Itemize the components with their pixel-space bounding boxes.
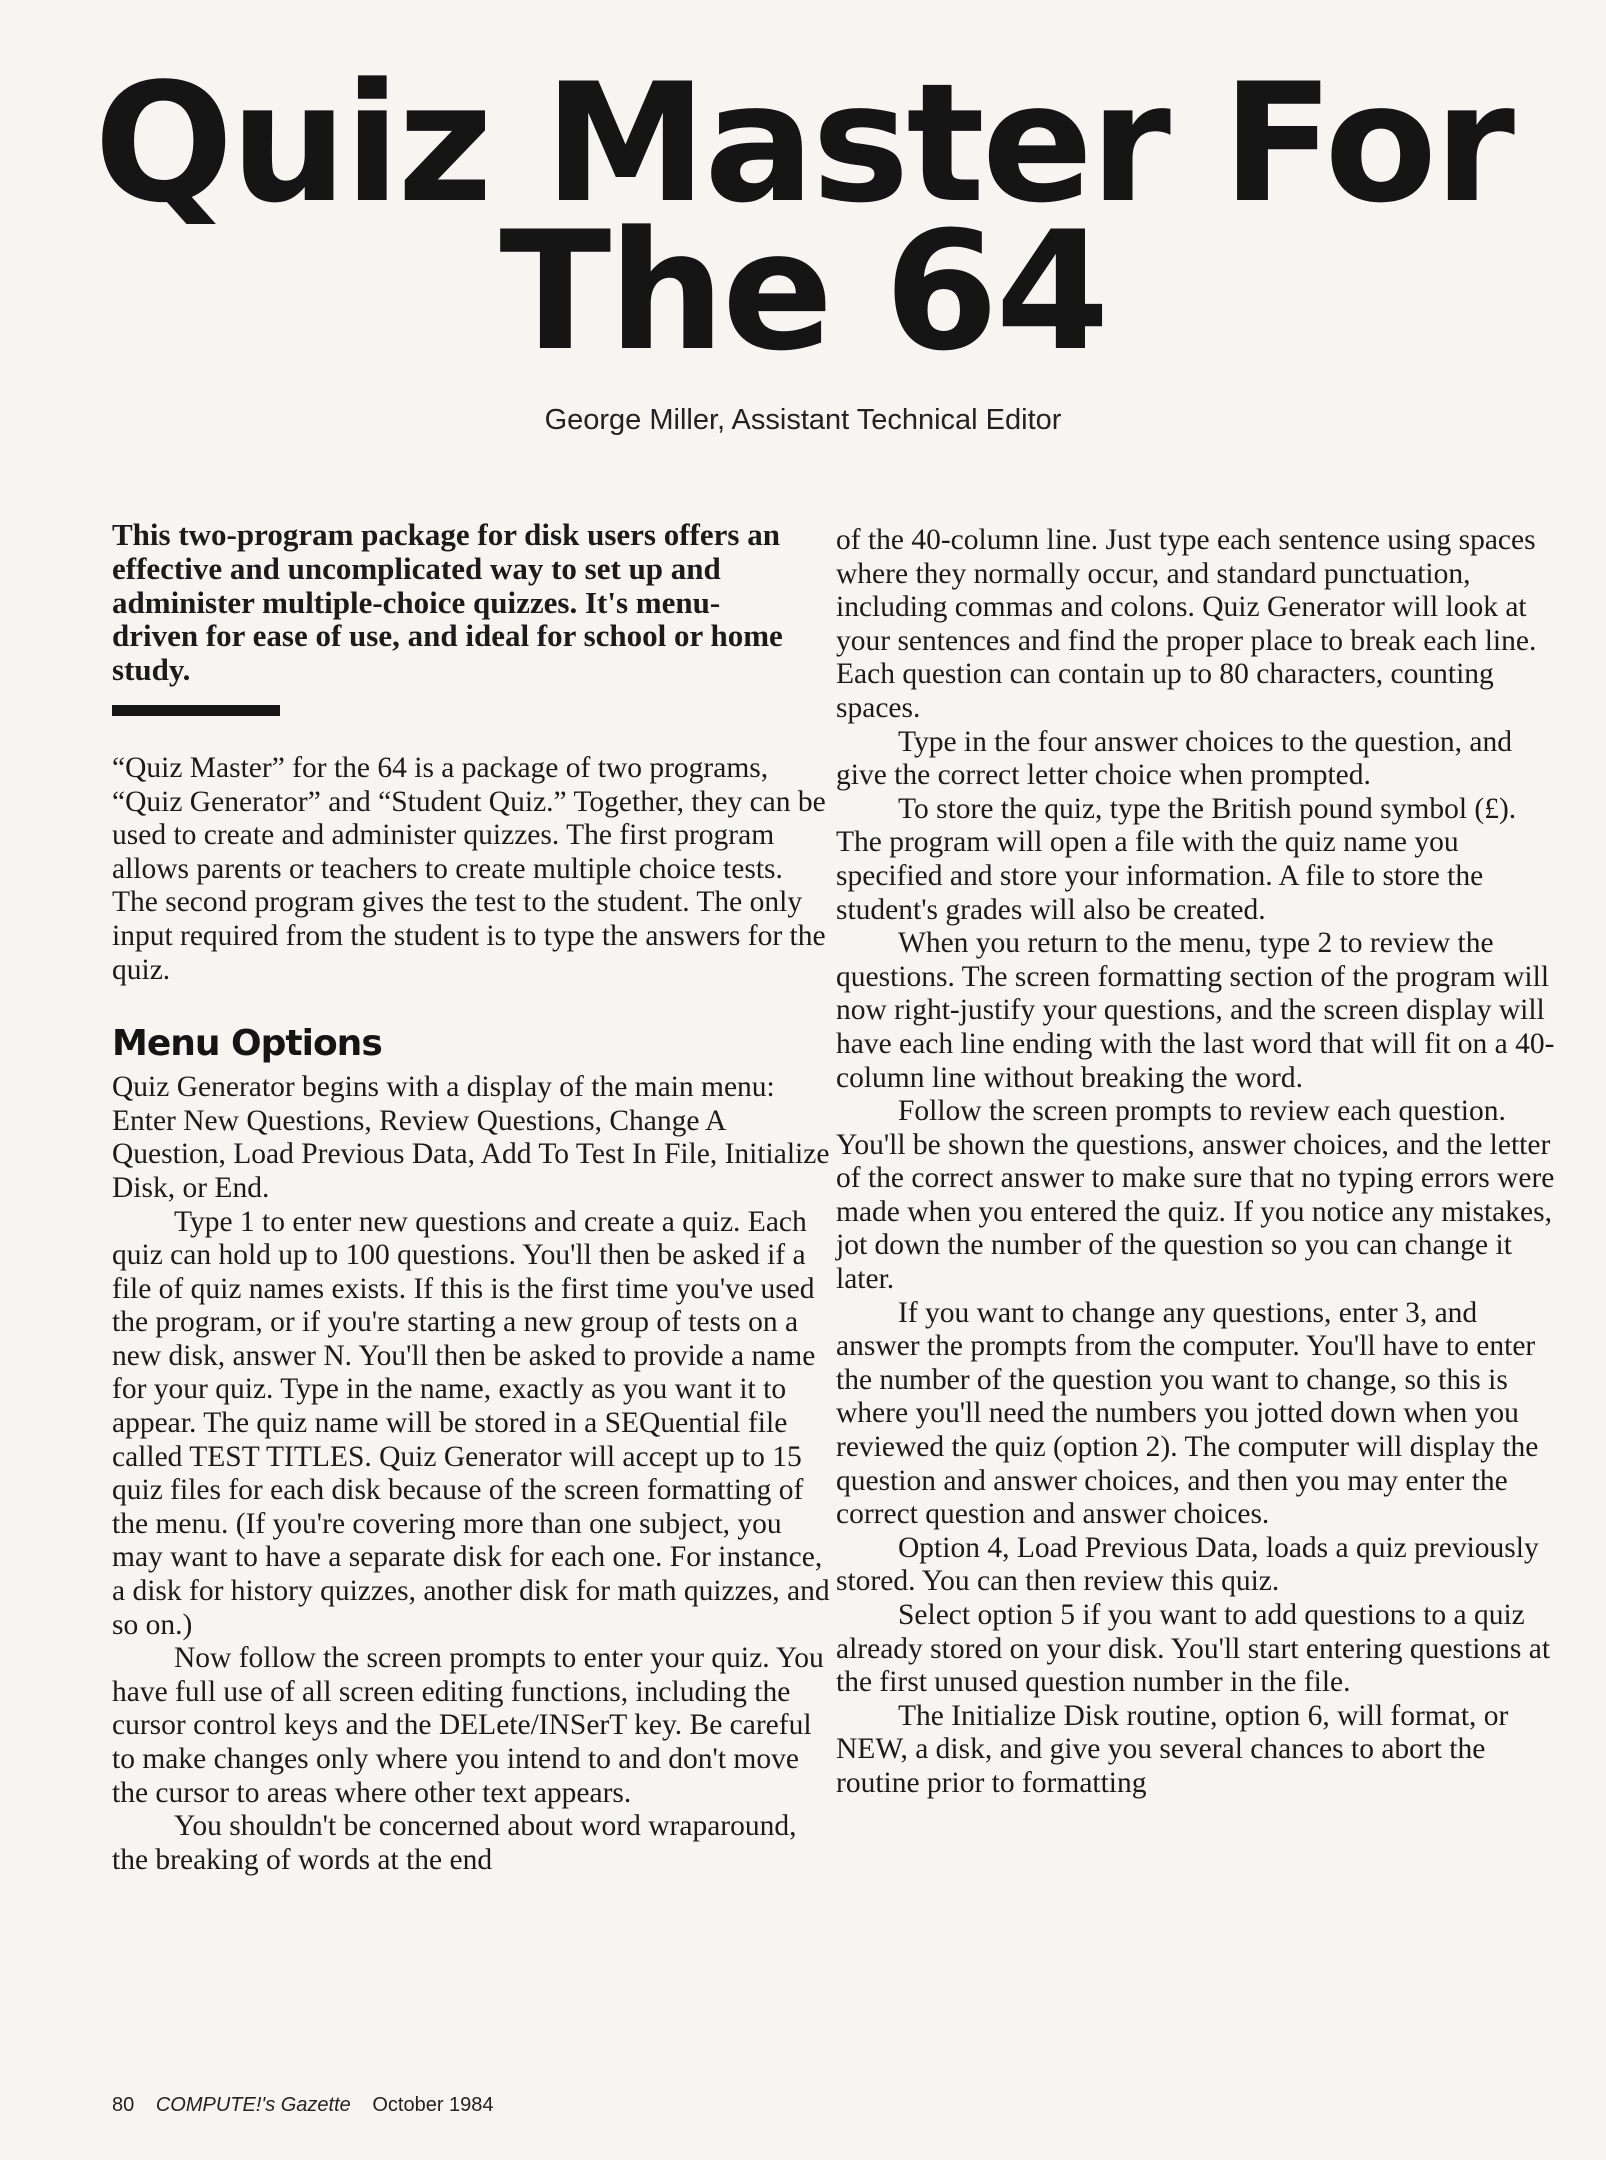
section-heading: Menu Options (112, 1023, 382, 1065)
intro-rule (112, 705, 280, 716)
body-paragraph: Type in the four answer choices to the question, and give the correct letter choice when prompted. (836, 725, 1512, 792)
title-line-1: Quiz Master For (94, 48, 1512, 239)
byline: George Miller, Assistant Technical Editor (544, 404, 1062, 436)
body-paragraph: Now follow the screen prompts to enter your quiz. You have full use of all screen editing functions, including the cursor control keys and the DELete/INSerT key. Be careful to make changes only where you intend to and don't move the cursor to areas where other text appears. (112, 1642, 824, 1809)
intro-blurb: This two-program package for disk users offers an effective and uncomplicated way to set up and administer multiple-choice quizzes. It's menu-driven for ease of use, and ideal for school or home study. (112, 517, 783, 688)
page-footer (112, 2094, 510, 2117)
body-paragraph: To store the quiz, type the British pound symbol (£). The program will open a file with the quiz name you specified and store your information. A file to store the student's grades will also be created. (836, 792, 1517, 926)
page-number: 80 (112, 2094, 135, 2116)
body-paragraph: Type 1 to enter new questions and create a quiz. Each quiz can hold up to 100 questions. You'll then be asked if a file of quiz names exists. If this is the first time you've used the program, or if you're starting a new group of tests on a new disk, answer N. You'll then be asked to provide a name for your quiz. Type in the name, exactly as you want it to appear. The quiz name will be stored in a SEQuential file called TEST TITLES. Quiz Generator will accept up to 15 quiz files for each disk because of the screen formatting of the menu. (If you're covering more than one subject, you may want to have a separate disk for each one. For instance, a disk for history quizzes, another disk for math quizzes, and so on.) (112, 1205, 830, 1641)
publication-name: COMPUTE!'s Gazette (155, 2094, 351, 2116)
body-paragraph: Option 4, Load Previous Data, loads a quiz previously stored. You can then review this quiz. (836, 1531, 1539, 1598)
body-paragraph: If you want to change any questions, enter 3, and answer the prompts from the computer. You'll have to enter the number of the question you want to change, so this is where you'll need the numbers you jotted down when you reviewed the quiz (option 2). The computer will display the question and answer choices, and then you may enter the correct question and answer choices. (836, 1296, 1539, 1531)
title-line-2: The 64 (499, 196, 1107, 387)
body-paragraph: Quiz Generator begins with a display of the main menu: Enter New Questions, Review Questions, Change A Question, Load Previous Data, Add To Test In File, Initialize Disk, or End. (112, 1071, 830, 1204)
article-title (0, 48, 1606, 387)
body-paragraph: You shouldn't be concerned about word wraparound, the breaking of words at the end (112, 1810, 797, 1876)
right-column (836, 524, 1556, 1801)
issue-date: October 1984 (372, 2094, 494, 2116)
body-paragraph: of the 40-column line. Just type each sentence using spaces where they normally occur, and standard punctuation, including commas and colons. Quiz Generator will look at your sentences and find the proper place to break each line. Each question can contain up to 80 characters, counting spaces. (836, 524, 1537, 724)
body-paragraph: Follow the screen prompts to review each question. You'll be shown the questions, answer choices, and the letter of the correct answer to make sure that no typing errors were made when you entered the quiz. If you notice any mistakes, jot down the number of the question so you can change it later. (836, 1095, 1555, 1296)
section-gap (112, 987, 832, 1021)
left-column (112, 518, 832, 1877)
body-paragraph: When you return to the menu, type 2 to review the questions. The screen formatting section of the program will now right-justify your questions, and the screen display will have each line ending with the last word that will fit on a 40-column line without breaking the word. (836, 927, 1555, 1094)
body-paragraph: “Quiz Master” for the 64 is a package of two programs, “Quiz Generator” and “Student Quiz.” Together, they can be used to create and administer quizzes. The first program allows parents or teachers to create multiple choice tests. The second program gives the test to the student. The only input required from the student is to type the answers for the quiz. (112, 751, 826, 986)
body-paragraph: The Initialize Disk routine, option 6, will format, or NEW, a disk, and give you several chances to abort the routine prior to formatting (836, 1699, 1509, 1799)
body-paragraph: Select option 5 if you want to add questions to a quiz already stored on your disk. You'll start entering questions at the first unused question number in the file. (836, 1599, 1551, 1699)
